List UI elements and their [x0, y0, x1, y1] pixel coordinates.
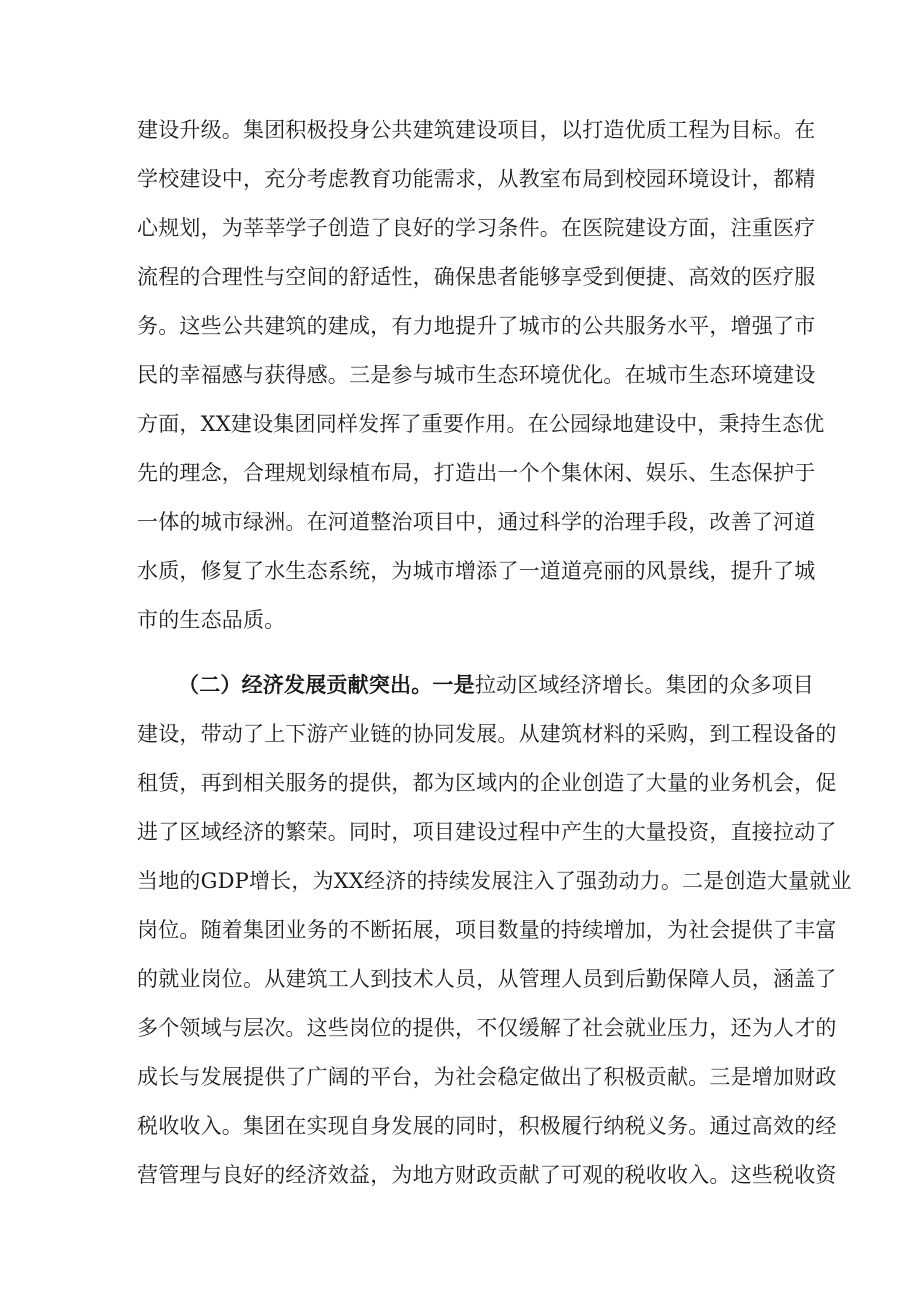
paragraph2-line: 租赁，再到相关服务的提供，都为区域内的企业创造了大量的业务机会，促	[137, 771, 837, 795]
paragraph1-line: 民的幸福感与获得感。三是参与城市生态环境优化。在城市生态环境建设	[137, 363, 816, 387]
paragraph2-line: 当地的GDP增长，为XX经济的持续发展注入了强劲动力。二是创造大量就业	[137, 869, 852, 893]
paragraph2-line: 的就业岗位。从建筑工人到技术人员，从管理人员到后勤保障人员，涵盖了	[137, 967, 837, 991]
paragraph2-line: 成长与发展提供了广阔的平台，为社会稳定做出了积极贡献。三是增加财政	[137, 1065, 837, 1089]
paragraph1-line: 水质，修复了水生态系统，为城市增添了一道道亮丽的风景线，提升了城	[137, 559, 816, 583]
paragraph2-line: 进了区域经济的繁荣。同时，项目建设过程中产生的大量投资，直接拉动了	[137, 820, 837, 844]
paragraph1-line: 建设升级。集团积极投身公共建筑建设项目，以打造优质工程为目标。在	[137, 118, 816, 142]
section-heading: （二）经济发展贡献突出。	[178, 672, 433, 697]
paragraph1-line: 务。这些公共建筑的建成，有力地提升了城市的公共服务水平，增强了市	[137, 314, 816, 338]
paragraph1-line: 先的理念，合理规划绿植布局，打造出一个个集休闲、娱乐、生态保护于	[137, 461, 816, 485]
paragraph2-line: 建设，带动了上下游产业链的协同发展。从建筑材料的采购，到工程设备的	[137, 722, 837, 746]
paragraph1-line: 市的生态品质。	[137, 608, 286, 632]
paragraph2-line: 营管理与良好的经济效益，为地方财政贡献了可观的税收收入。这些税收资	[137, 1163, 837, 1187]
paragraph2-line: 多个领域与层次。这些岗位的提供，不仅缓解了社会就业压力，还为人才的	[137, 1016, 837, 1040]
paragraph1-line: 学校建设中，充分考虑教育功能需求，从教室布局到校园环境设计，都精	[137, 167, 816, 191]
paragraph1-line: 一体的城市绿洲。在河道整治项目中，通过科学的治理手段，改善了河道	[137, 510, 816, 534]
paragraph2-first-line	[178, 673, 814, 697]
first-line-text: 拉动区域经济增长。集团的众多项目	[474, 673, 815, 697]
paragraph2-line: 税收收入。集团在实现自身发展的同时，积极履行纳税义务。通过高效的经	[137, 1114, 837, 1138]
paragraph2-line: 岗位。随着集团业务的不断拓展，项目数量的持续增加，为社会提供了丰富	[137, 918, 837, 942]
lead-bold-text: 一是	[432, 672, 475, 697]
paragraph1-line: 流程的合理性与空间的舒适性，确保患者能够享受到便捷、高效的医疗服	[137, 265, 816, 289]
paragraph1-line: 心规划，为莘莘学子创造了良好的学习条件。在医院建设方面，注重医疗	[137, 216, 816, 240]
paragraph1-line: 方面，XX建设集团同样发挥了重要作用。在公园绿地建设中，秉持生态优	[137, 412, 825, 436]
